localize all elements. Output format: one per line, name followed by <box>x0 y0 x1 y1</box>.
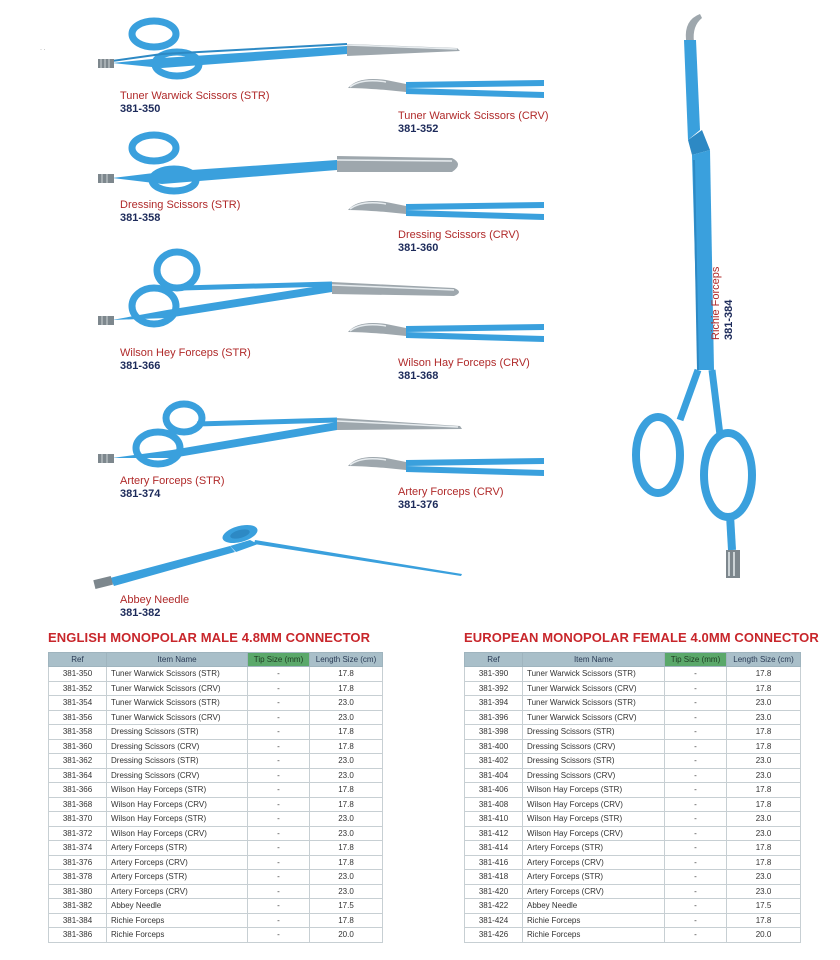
table-cell: 23.0 <box>310 710 383 725</box>
column-header: Length Size (cm) <box>310 653 383 667</box>
table-cell: 381-410 <box>465 812 523 827</box>
table-cell: 381-382 <box>49 899 107 914</box>
table-cell: Dressing Scissors (STR) <box>523 725 665 740</box>
table-cell: Tuner Warwick Scissors (CRV) <box>107 681 248 696</box>
table-cell: 381-380 <box>49 884 107 899</box>
table-row <box>465 855 801 870</box>
table-row <box>49 696 383 711</box>
table-cell: Richie Forceps <box>523 913 665 928</box>
code-381-376: 381-376 <box>398 499 439 511</box>
table-cell: Richie Forceps <box>107 913 248 928</box>
table-cell: 381-416 <box>465 855 523 870</box>
column-header: Tip Size (mm) <box>665 653 727 667</box>
table-cell: 381-404 <box>465 768 523 783</box>
abbey-needle-image <box>90 518 470 594</box>
table-cell: 23.0 <box>310 754 383 769</box>
table-cell: - <box>665 754 727 769</box>
table-cell: - <box>665 725 727 740</box>
table-cell: 381-368 <box>49 797 107 812</box>
table-cell: - <box>665 884 727 899</box>
column-header: Item Name <box>107 653 248 667</box>
table-cell: Dressing Scissors (CRV) <box>107 768 248 783</box>
table-cell: - <box>248 725 310 740</box>
table-cell: 381-354 <box>49 696 107 711</box>
table-cell: Tuner Warwick Scissors (STR) <box>523 696 665 711</box>
tuner-warwick-scissors-crv-image <box>346 74 546 102</box>
table-cell: 381-412 <box>465 826 523 841</box>
table-cell: 381-358 <box>49 725 107 740</box>
column-header: Length Size (cm) <box>727 653 801 667</box>
table-row <box>465 681 801 696</box>
table-row <box>465 754 801 769</box>
table-cell: 381-390 <box>465 667 523 682</box>
table-row <box>49 681 383 696</box>
table-cell: - <box>248 870 310 885</box>
table-row <box>49 812 383 827</box>
table-cell: Wilson Hay Forceps (CRV) <box>107 826 248 841</box>
table-row <box>49 855 383 870</box>
table-cell: 381-360 <box>49 739 107 754</box>
table-cell: 381-394 <box>465 696 523 711</box>
table-cell: 17.8 <box>310 841 383 856</box>
table-row <box>465 710 801 725</box>
table-row <box>49 754 383 769</box>
table-cell: 381-372 <box>49 826 107 841</box>
table-cell: - <box>665 812 727 827</box>
table-cell: Dressing Scissors (CRV) <box>107 739 248 754</box>
table-cell: 381-356 <box>49 710 107 725</box>
code-381-352: 381-352 <box>398 123 439 135</box>
code-381-366: 381-366 <box>120 360 161 372</box>
table-cell: Artery Forceps (STR) <box>107 870 248 885</box>
table-row <box>49 928 383 943</box>
table-cell: 17.8 <box>310 739 383 754</box>
table-cell: 381-402 <box>465 754 523 769</box>
table-cell: - <box>248 710 310 725</box>
table-cell: 381-386 <box>49 928 107 943</box>
table-row <box>465 841 801 856</box>
table-cell: Artery Forceps (CRV) <box>523 855 665 870</box>
table-cell: - <box>248 826 310 841</box>
table-cell: - <box>665 710 727 725</box>
code-381-384: 381-384 <box>723 299 735 340</box>
table-cell: 381-408 <box>465 797 523 812</box>
label-dressing-str: Dressing Scissors (STR) <box>120 199 241 211</box>
table-cell: - <box>248 928 310 943</box>
table-cell: Abbey Needle <box>523 899 665 914</box>
table-cell: 381-362 <box>49 754 107 769</box>
table-cell: Wilson Hay Forceps (STR) <box>107 812 248 827</box>
table-cell: 23.0 <box>310 696 383 711</box>
label-dressing-crv: Dressing Scissors (CRV) <box>398 229 520 241</box>
table-cell: 381-364 <box>49 768 107 783</box>
table-cell: 381-422 <box>465 899 523 914</box>
table-row <box>49 870 383 885</box>
table-cell: 381-396 <box>465 710 523 725</box>
table-row <box>49 841 383 856</box>
table-cell: Artery Forceps (CRV) <box>107 884 248 899</box>
table-cell: 17.8 <box>727 667 801 682</box>
table-cell: 381-414 <box>465 841 523 856</box>
table-cell: Dressing Scissors (STR) <box>523 754 665 769</box>
table-cell: 17.8 <box>727 855 801 870</box>
table-cell: Artery Forceps (CRV) <box>107 855 248 870</box>
table-row <box>465 783 801 798</box>
table-cell: - <box>665 739 727 754</box>
table-row <box>465 768 801 783</box>
table-cell: 17.8 <box>727 681 801 696</box>
table-cell: 17.8 <box>310 783 383 798</box>
table-cell: Tuner Warwick Scissors (STR) <box>107 667 248 682</box>
table-cell: 17.8 <box>727 739 801 754</box>
table-cell: 20.0 <box>727 928 801 943</box>
table-cell: Artery Forceps (STR) <box>107 841 248 856</box>
table-cell: - <box>665 681 727 696</box>
table-row <box>49 884 383 899</box>
table-cell: Tuner Warwick Scissors (STR) <box>523 667 665 682</box>
code-381-368: 381-368 <box>398 370 439 382</box>
table-cell: 381-392 <box>465 681 523 696</box>
table-cell: 17.8 <box>727 797 801 812</box>
label-artery-crv: Artery Forceps (CRV) <box>398 486 504 498</box>
table-cell: 23.0 <box>727 870 801 885</box>
table-cell: Wilson Hay Forceps (STR) <box>523 783 665 798</box>
table-cell: - <box>248 899 310 914</box>
table-cell: 17.8 <box>310 797 383 812</box>
table-cell: 381-350 <box>49 667 107 682</box>
table-row <box>49 768 383 783</box>
table-cell: 23.0 <box>727 768 801 783</box>
table-cell: Artery Forceps (STR) <box>523 870 665 885</box>
column-header: Ref <box>465 653 523 667</box>
table-cell: - <box>248 855 310 870</box>
table-cell: Tuner Warwick Scissors (STR) <box>107 696 248 711</box>
table-cell: 381-376 <box>49 855 107 870</box>
table-cell: 20.0 <box>310 928 383 943</box>
table-cell: - <box>665 783 727 798</box>
table-cell: Wilson Hay Forceps (STR) <box>107 783 248 798</box>
table-cell: 23.0 <box>727 754 801 769</box>
table-cell: 381-424 <box>465 913 523 928</box>
table-cell: - <box>665 841 727 856</box>
table-cell: Artery Forceps (STR) <box>523 841 665 856</box>
table-cell: - <box>665 928 727 943</box>
table-row <box>465 797 801 812</box>
table-cell: Richie Forceps <box>107 928 248 943</box>
table-cell: Wilson Hay Forceps (CRV) <box>107 797 248 812</box>
label-tuner-warwick-str: Tuner Warwick Scissors (STR) <box>120 90 270 102</box>
table-row <box>465 826 801 841</box>
code-381-358: 381-358 <box>120 212 161 224</box>
table-cell: - <box>248 841 310 856</box>
table-row <box>465 725 801 740</box>
table-row <box>49 826 383 841</box>
table-cell: - <box>248 696 310 711</box>
artery-forceps-crv-image <box>346 452 546 480</box>
table-cell: 381-384 <box>49 913 107 928</box>
table-cell: 17.5 <box>310 899 383 914</box>
table-cell: - <box>248 913 310 928</box>
code-381-382: 381-382 <box>120 607 161 619</box>
table-cell: 23.0 <box>310 884 383 899</box>
table-cell: 381-406 <box>465 783 523 798</box>
table-row <box>49 783 383 798</box>
table-row <box>49 899 383 914</box>
table-cell: 17.8 <box>310 855 383 870</box>
table-cell: 23.0 <box>727 884 801 899</box>
label-tuner-warwick-crv: Tuner Warwick Scissors (CRV) <box>398 110 549 122</box>
code-381-360: 381-360 <box>398 242 439 254</box>
table-cell: Wilson Hay Forceps (CRV) <box>523 826 665 841</box>
table-cell: - <box>248 754 310 769</box>
table-cell: Dressing Scissors (STR) <box>107 754 248 769</box>
table-row <box>465 913 801 928</box>
table-cell: - <box>665 913 727 928</box>
table-cell: Wilson Hay Forceps (CRV) <box>523 797 665 812</box>
table-cell: 381-400 <box>465 739 523 754</box>
table-cell: 381-420 <box>465 884 523 899</box>
table-row <box>465 928 801 943</box>
table-row <box>465 696 801 711</box>
table-row <box>465 870 801 885</box>
table-cell: - <box>665 768 727 783</box>
table-row <box>49 739 383 754</box>
table-row <box>465 667 801 682</box>
label-wilson-hey-str: Wilson Hey Forceps (STR) <box>120 347 251 359</box>
table-cell: - <box>248 797 310 812</box>
column-header: Ref <box>49 653 107 667</box>
table-cell: Dressing Scissors (STR) <box>107 725 248 740</box>
table-cell: Dressing Scissors (CRV) <box>523 768 665 783</box>
table-cell: 381-370 <box>49 812 107 827</box>
table-cell: 23.0 <box>310 826 383 841</box>
table-cell: Tuner Warwick Scissors (CRV) <box>107 710 248 725</box>
table-cell: 381-378 <box>49 870 107 885</box>
table-cell: 23.0 <box>310 768 383 783</box>
table-cell: Abbey Needle <box>107 899 248 914</box>
table-cell: - <box>665 870 727 885</box>
table-cell: - <box>248 667 310 682</box>
table-cell: Richie Forceps <box>523 928 665 943</box>
table-cell: 17.8 <box>727 913 801 928</box>
table-cell: 23.0 <box>310 870 383 885</box>
table-cell: - <box>248 812 310 827</box>
column-header: Item Name <box>523 653 665 667</box>
table-cell: - <box>665 667 727 682</box>
table-cell: 17.8 <box>310 667 383 682</box>
table-row <box>49 913 383 928</box>
table-cell: - <box>248 768 310 783</box>
table-cell: - <box>248 739 310 754</box>
table-cell: 17.5 <box>727 899 801 914</box>
table-cell: 23.0 <box>727 696 801 711</box>
richie-forceps-name: Richie Forceps <box>710 266 722 340</box>
table-cell: - <box>665 696 727 711</box>
table-header-row <box>465 653 801 667</box>
table-cell: - <box>665 797 727 812</box>
column-header: Tip Size (mm) <box>248 653 310 667</box>
european-connector-heading: EUROPEAN MONOPOLAR FEMALE 4.0MM CONNECTOR <box>464 630 819 645</box>
table-cell: Artery Forceps (CRV) <box>523 884 665 899</box>
dressing-scissors-crv-image <box>346 196 546 224</box>
table-cell: 23.0 <box>727 826 801 841</box>
label-artery-str: Artery Forceps (STR) <box>120 475 225 487</box>
table-cell: Wilson Hay Forceps (STR) <box>523 812 665 827</box>
table-cell: Dressing Scissors (CRV) <box>523 739 665 754</box>
table-row <box>465 739 801 754</box>
table-row <box>49 710 383 725</box>
code-381-374: 381-374 <box>120 488 161 500</box>
code-381-350: 381-350 <box>120 103 161 115</box>
table-cell: - <box>248 884 310 899</box>
table-cell: 23.0 <box>310 812 383 827</box>
table-header-row <box>49 653 383 667</box>
table-cell: - <box>665 899 727 914</box>
decorative-dots: · · <box>40 47 46 53</box>
table-cell: 381-366 <box>49 783 107 798</box>
table-cell: - <box>665 826 727 841</box>
table-cell: 381-426 <box>465 928 523 943</box>
dressing-scissors-str-image <box>92 128 472 198</box>
wilson-hay-forceps-crv-image <box>346 318 546 346</box>
table-cell: 17.8 <box>727 783 801 798</box>
table-cell: 17.8 <box>727 841 801 856</box>
table-cell: 23.0 <box>727 812 801 827</box>
table-row <box>49 797 383 812</box>
table-row <box>49 725 383 740</box>
european-connector-table <box>464 652 801 943</box>
table-cell: Tuner Warwick Scissors (CRV) <box>523 710 665 725</box>
table-cell: 23.0 <box>727 710 801 725</box>
label-abbey-needle: Abbey Needle <box>120 594 190 606</box>
table-cell: 17.8 <box>310 681 383 696</box>
table-row <box>465 899 801 914</box>
table-row <box>465 812 801 827</box>
table-cell: 381-352 <box>49 681 107 696</box>
english-connector-table <box>48 652 383 943</box>
table-row <box>465 884 801 899</box>
table-cell: 17.8 <box>727 725 801 740</box>
table-cell: 381-418 <box>465 870 523 885</box>
table-cell: 17.8 <box>310 725 383 740</box>
english-connector-heading: ENGLISH MONOPOLAR MALE 4.8MM CONNECTOR <box>48 630 371 645</box>
table-cell: Tuner Warwick Scissors (CRV) <box>523 681 665 696</box>
table-cell: - <box>248 681 310 696</box>
table-cell: 17.8 <box>310 913 383 928</box>
label-richie-forceps <box>710 250 742 340</box>
table-cell: - <box>248 783 310 798</box>
table-cell: 381-398 <box>465 725 523 740</box>
table-cell: 381-374 <box>49 841 107 856</box>
table-row <box>49 667 383 682</box>
table-cell: - <box>665 855 727 870</box>
label-wilson-hay-crv: Wilson Hay Forceps (CRV) <box>398 357 530 369</box>
